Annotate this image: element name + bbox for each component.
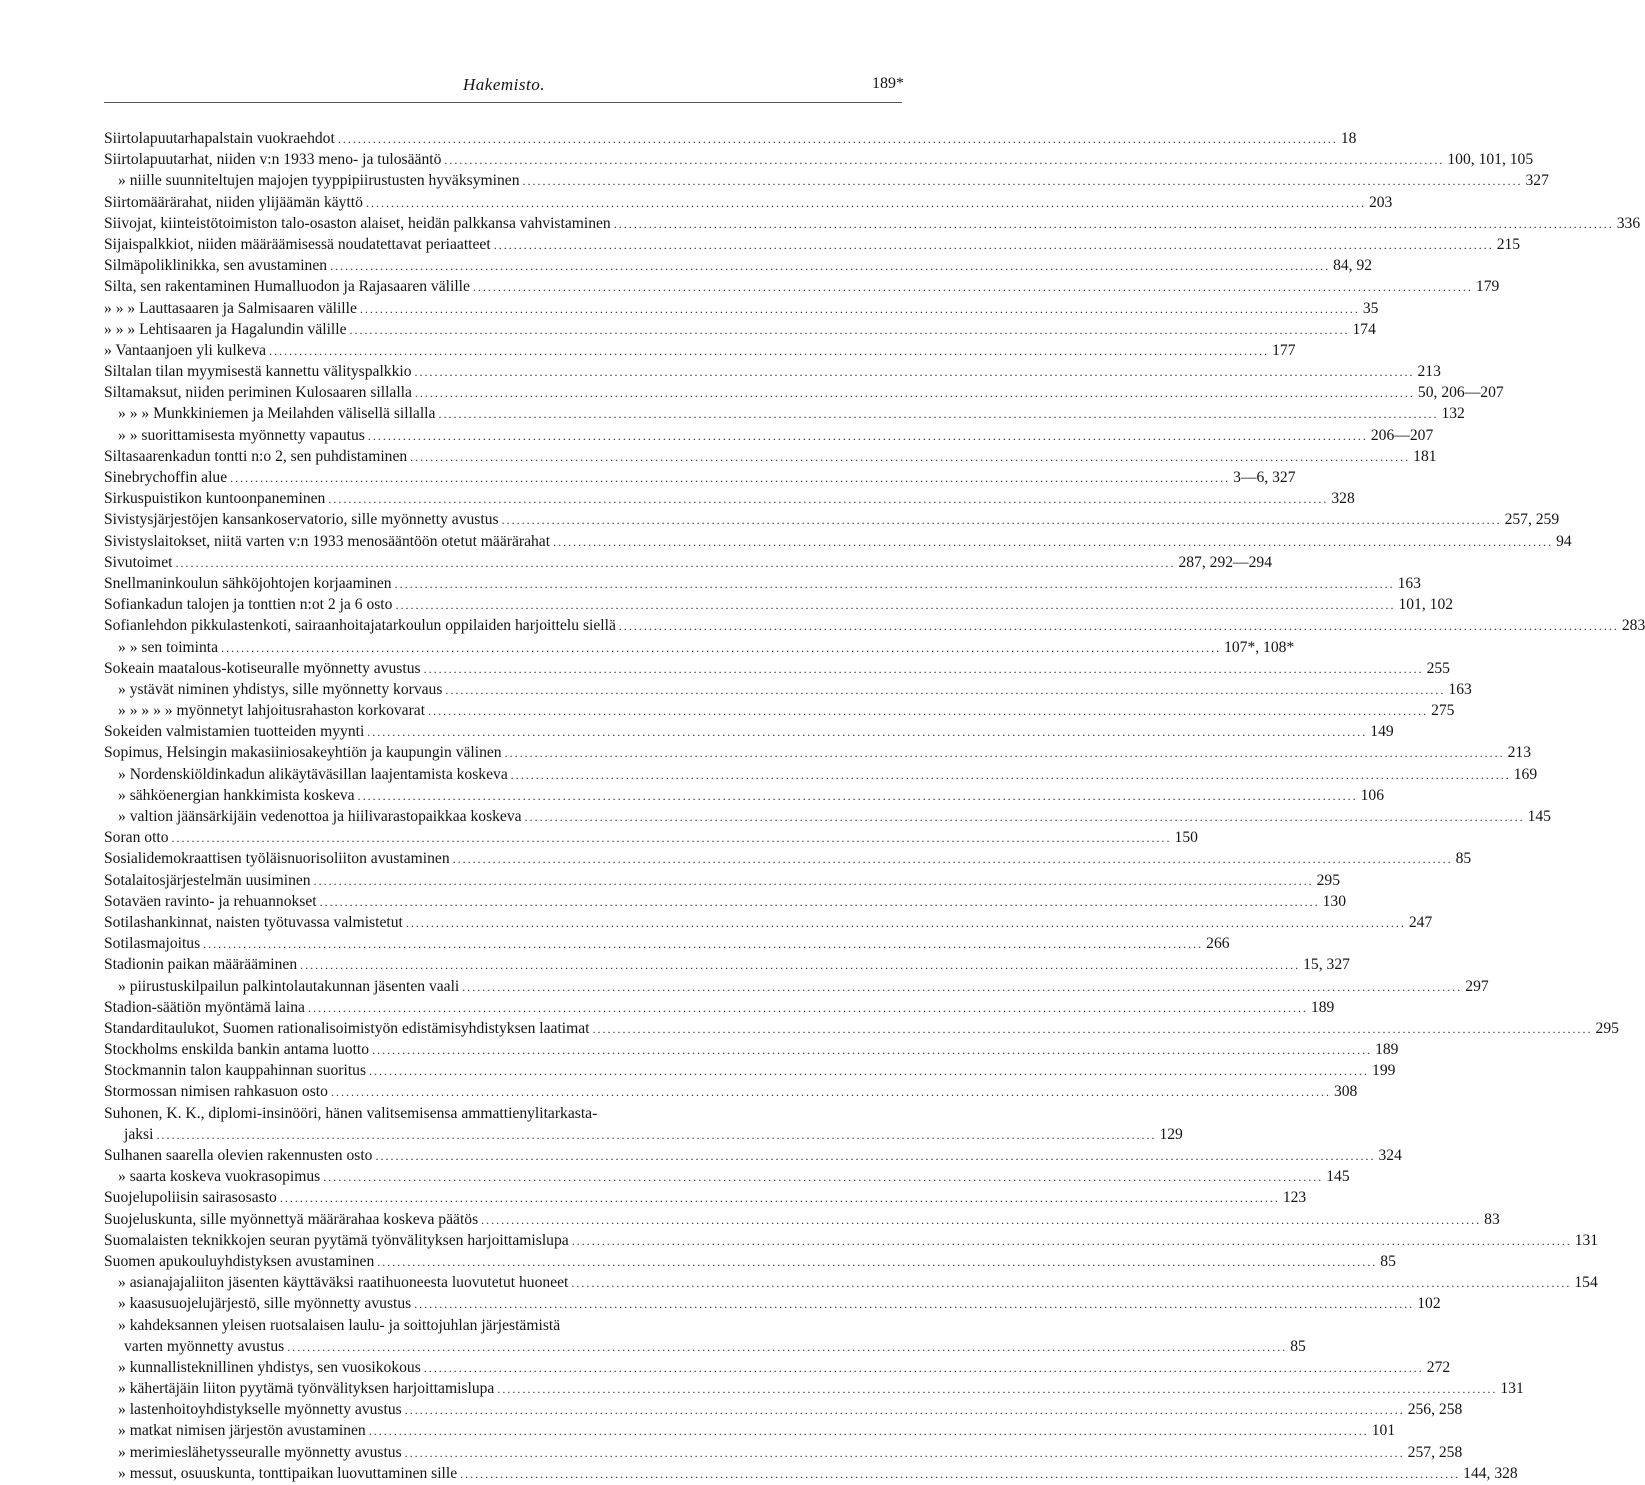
index-entry xyxy=(104,1378,1524,1399)
dot-leader: ........................................................................................................................................................................................................ xyxy=(307,1000,1308,1015)
index-entry xyxy=(104,361,1441,382)
entry-pages: 85 xyxy=(1380,1252,1396,1270)
entry-pages: 177 xyxy=(1272,341,1296,359)
entry-text: » » » Lauttasaaren ja Salmisaaren välille xyxy=(104,299,357,317)
entry-text: Siirtolapuutarhat, niiden v:n 1933 meno- ja tulosääntö xyxy=(104,151,442,169)
entry-pages: 131 xyxy=(1500,1380,1524,1398)
entry-pages: 181 xyxy=(1413,447,1437,465)
entry-pages: 149 xyxy=(1370,723,1394,741)
entry-text: Stockholms enskilda bankin antama luotto xyxy=(104,1041,370,1059)
index-entry xyxy=(104,467,1296,488)
entry-text: Soran otto xyxy=(104,829,169,847)
entry-pages: 174 xyxy=(1352,320,1376,338)
entry-pages: 328 xyxy=(1331,490,1355,508)
dot-leader: ........................................................................................................................................................................................................ xyxy=(269,343,1270,358)
entry-text: » matkat nimisen järjestön avustaminen xyxy=(118,1422,366,1440)
entry-text: Suomen apukouluyhdistyksen avustaminen xyxy=(104,1252,375,1270)
dot-leader: ........................................................................................................................................................................................................ xyxy=(405,915,1406,930)
index-entry xyxy=(104,1103,904,1124)
dot-leader: ........................................................................................................................................................................................................ xyxy=(156,1127,1157,1142)
entry-text: Sivutoimet xyxy=(104,553,173,571)
dot-leader: ........................................................................................................................................................................................................ xyxy=(410,449,1411,464)
entry-text: » Nordenskiöldinkadun alikäytäväsillan laajentamista koskeva xyxy=(118,765,508,783)
dot-leader: ........................................................................................................................................................................................................ xyxy=(481,1212,1482,1227)
index-entry xyxy=(104,1336,1306,1357)
dot-leader: ........................................................................................................................................................................................................ xyxy=(404,1403,1405,1418)
entry-pages: 85 xyxy=(1290,1337,1306,1355)
entry-pages: 100, 101, 105 xyxy=(1447,151,1534,169)
dot-leader: ........................................................................................................................................................................................................ xyxy=(571,1276,1572,1291)
entry-pages: 35 xyxy=(1362,299,1379,317)
index-entry xyxy=(104,255,1373,276)
entry-text: » ystävät niminen yhdistys, sille myönnetty korvaus xyxy=(118,680,443,698)
entry-pages: 150 xyxy=(1174,829,1198,847)
entry-pages: 50, 206—207 xyxy=(1417,384,1504,402)
dot-leader: ........................................................................................................................................................................................................ xyxy=(414,365,1415,380)
entry-text: » kähertäjäin liiton pyytämä työnvälityksen harjoittamislupa xyxy=(118,1380,495,1398)
entry-pages: 163 xyxy=(1448,680,1472,698)
dot-leader: ........................................................................................................................................................................................................ xyxy=(414,1297,1415,1312)
entry-text: Sopimus, Helsingin makasiiniosakeyhtiön ja kaupungin välinen xyxy=(104,744,502,762)
dot-leader: ........................................................................................................................................................................................................ xyxy=(328,492,1329,507)
index-entry xyxy=(104,742,1531,763)
dot-leader: ........................................................................................................................................................................................................ xyxy=(404,1445,1405,1460)
entry-text: Suojeluskunta, sille myönnettyä määrärahaa koskeva päätös xyxy=(104,1210,479,1228)
entry-pages: 123 xyxy=(1282,1189,1307,1207)
dot-leader: ........................................................................................................................................................................................................ xyxy=(279,1191,1280,1206)
index-entry xyxy=(104,658,1450,679)
entry-text: » kahdeksannen yleisen ruotsalaisen laulu- ja soittojuhlan järjestämistä xyxy=(118,1316,561,1334)
index-entry xyxy=(104,1442,1463,1463)
entry-pages: 101, 102 xyxy=(1398,596,1454,614)
index-entry xyxy=(104,319,1376,340)
dot-leader: ........................................................................................................................................................................................................ xyxy=(497,1382,1498,1397)
index-entry xyxy=(104,1420,1396,1441)
index-entry xyxy=(104,933,1230,954)
index-entry xyxy=(104,1293,1441,1314)
index-entry xyxy=(104,488,1355,509)
entry-pages: 130 xyxy=(1322,892,1347,910)
entry-text: Silmäpoliklinikka, sen avustaminen xyxy=(104,257,328,275)
index-entry xyxy=(104,552,1273,573)
dot-leader: ........................................................................................................................................................................................................ xyxy=(319,894,1320,909)
entry-text: Sotaväen ravinto- ja rehuannokset xyxy=(104,892,317,910)
entry-pages: 287, 292—294 xyxy=(1178,553,1273,571)
index-entry xyxy=(104,403,1465,424)
entry-text: Siltamaksut, niiden periminen Kulosaaren sillalla xyxy=(104,384,412,402)
entry-pages: 297 xyxy=(1465,977,1489,995)
entry-text: Siirtolapuutarhapalstain vuokraehdot xyxy=(104,130,335,147)
index-entry xyxy=(104,954,1350,975)
header-rule xyxy=(104,102,902,103)
page-number: 189* xyxy=(872,75,904,92)
entry-pages: 215 xyxy=(1496,235,1521,253)
entry-text: » » sen toiminta xyxy=(118,638,219,656)
index-entry xyxy=(104,340,1296,361)
entry-pages: 206—207 xyxy=(1370,426,1434,444)
entry-pages: 145 xyxy=(1527,808,1551,825)
index-entry xyxy=(104,1145,1402,1166)
entry-pages: 106 xyxy=(1360,786,1384,804)
entry-pages: 129 xyxy=(1159,1125,1183,1143)
index-entry xyxy=(104,912,1433,933)
entry-pages: 295 xyxy=(1316,871,1340,889)
index-entry xyxy=(104,213,1641,234)
dot-leader: ........................................................................................................................................................................................................ xyxy=(522,174,1523,189)
dot-leader: ........................................................................................................................................................................................................ xyxy=(423,1360,1424,1375)
index-entry xyxy=(104,891,1347,912)
index-entry xyxy=(104,870,1340,891)
entry-text: » » » Lehtisaaren ja Hagalundin välille xyxy=(104,320,347,338)
index-list xyxy=(104,128,1645,1484)
index-entry xyxy=(104,1272,1598,1293)
running-title: Hakemisto. xyxy=(463,75,545,94)
entry-text: Suojelupoliisin sairasosasto xyxy=(104,1189,277,1207)
index-entry xyxy=(104,1081,1358,1102)
index-entry xyxy=(104,764,1538,785)
entry-text: Sofiankadun talojen ja tonttien n:ot 2 ja 6 osto xyxy=(104,596,393,614)
dot-leader: ........................................................................................................................................................................................................ xyxy=(438,407,1439,422)
entry-pages: 107*, 108* xyxy=(1224,638,1295,656)
index-entry xyxy=(104,170,1549,191)
dot-leader: ........................................................................................................................................................................................................ xyxy=(368,1424,1369,1439)
index-entry xyxy=(104,234,1521,255)
entry-text: Siltasaarenkadun tontti n:o 2, sen puhdistaminen xyxy=(104,447,408,465)
entry-pages: 94 xyxy=(1556,532,1572,550)
entry-text: Standarditaulukot, Suomen rationalisoimistyön edistämisyhdistyksen laatimat xyxy=(104,1019,590,1037)
index-entry xyxy=(104,1166,1350,1187)
index-entry xyxy=(104,425,1434,446)
entry-pages: 145 xyxy=(1326,1168,1350,1186)
entry-pages: 272 xyxy=(1426,1358,1451,1376)
dot-leader: ........................................................................................................................................................................................................ xyxy=(460,1466,1461,1481)
entry-pages: 131 xyxy=(1574,1231,1599,1249)
entry-pages: 308 xyxy=(1333,1083,1358,1101)
dot-leader: ........................................................................................................................................................................................................ xyxy=(372,1043,1373,1058)
entry-text: Sotilashankinnat, naisten työtuvassa valmistetut xyxy=(104,913,403,931)
entry-pages: 213 xyxy=(1417,363,1441,381)
dot-leader: ........................................................................................................................................................................................................ xyxy=(323,1170,1324,1185)
entry-text: » niille suunniteltujen majojen tyyppipiirustusten hyväksyminen xyxy=(118,172,520,190)
entry-pages: 283 xyxy=(1621,617,1645,635)
dot-leader: ........................................................................................................................................................................................................ xyxy=(394,576,1395,591)
entry-text: » » » Munkkiniemen ja Meilahden välisellä sillalla xyxy=(118,405,436,423)
index-entry xyxy=(104,1315,904,1336)
entry-text: Sivistyslaitokset, niitä varten v:n 1933 menosääntöön otetut määrärahat xyxy=(104,532,551,550)
dot-leader: ........................................................................................................................................................................................................ xyxy=(395,598,1396,613)
entry-pages: 132 xyxy=(1441,405,1465,423)
dot-leader: ........................................................................................................................................................................................................ xyxy=(221,640,1222,655)
entry-pages: 189 xyxy=(1375,1041,1399,1059)
entry-text: » » suorittamisesta myönnetty vapautus xyxy=(118,426,365,444)
entry-pages: 247 xyxy=(1408,913,1433,931)
entry-text: Siivojat, kiinteistötoimiston talo-osaston alaiset, heidän palkkansa vahvistaminen xyxy=(104,214,611,232)
dot-leader: ........................................................................................................................................................................................................ xyxy=(472,280,1473,295)
index-entry xyxy=(104,1357,1451,1378)
entry-text: Sotilasmajoitus xyxy=(104,935,201,953)
index-entry xyxy=(104,446,1437,467)
dot-leader: ........................................................................................................................................................................................................ xyxy=(592,1021,1593,1036)
dot-leader: ........................................................................................................................................................................................................ xyxy=(501,513,1502,528)
index-entry xyxy=(104,192,1393,213)
entry-pages: 15, 327 xyxy=(1303,956,1350,974)
page-header xyxy=(104,75,904,101)
dot-leader: ........................................................................................................................................................................................................ xyxy=(414,386,1415,401)
entry-pages: 275 xyxy=(1431,702,1455,720)
entry-text: » merimieslähetysseuralle myönnetty avustus xyxy=(118,1443,402,1461)
dot-leader: ........................................................................................................................................................................................................ xyxy=(493,237,1494,252)
entry-text: » saarta koskeva vuokrasopimus xyxy=(118,1168,321,1186)
dot-leader: ........................................................................................................................................................................................................ xyxy=(445,682,1446,697)
entry-pages: 189 xyxy=(1310,998,1335,1016)
entry-text: » messut, osuuskunta, tonttipaikan luovuttaminen sille xyxy=(118,1464,458,1482)
dot-leader: ........................................................................................................................................................................................................ xyxy=(504,746,1505,761)
dot-leader: ........................................................................................................................................................................................................ xyxy=(462,979,1463,994)
dot-leader: ........................................................................................................................................................................................................ xyxy=(357,788,1358,803)
dot-leader: ........................................................................................................................................................................................................ xyxy=(313,873,1314,888)
dot-leader: ........................................................................................................................................................................................................ xyxy=(359,301,1360,316)
entry-text: Silta, sen rakentaminen Humalluodon ja Rajasaaren välille xyxy=(104,278,470,296)
entry-pages: 102 xyxy=(1417,1295,1441,1313)
entry-text: varten myönnetty avustus xyxy=(124,1337,285,1355)
entry-text: Snellmaninkoulun sähköjohtojen korjaaminen xyxy=(104,574,392,592)
dot-leader: ........................................................................................................................................................................................................ xyxy=(428,704,1429,719)
index-entry xyxy=(104,1039,1399,1060)
entry-pages: 336 xyxy=(1616,214,1641,232)
entry-pages: 327 xyxy=(1525,172,1549,190)
dot-leader: ........................................................................................................................................................................................................ xyxy=(553,534,1554,549)
index-entry xyxy=(104,298,1379,319)
dot-leader: ........................................................................................................................................................................................................ xyxy=(175,555,1176,570)
entry-text: Sijaispalkkiot, niiden määräämisessä noudatettavat periaatteet xyxy=(104,235,491,253)
dot-leader: ........................................................................................................................................................................................................ xyxy=(349,322,1350,337)
dot-leader: ........................................................................................................................................................................................................ xyxy=(618,619,1619,634)
entry-pages: 83 xyxy=(1484,1210,1500,1228)
dot-leader: ........................................................................................................................................................................................................ xyxy=(330,1085,1331,1100)
index-entry xyxy=(104,1209,1500,1230)
dot-leader: ........................................................................................................................................................................................................ xyxy=(367,428,1368,443)
index-entry xyxy=(104,848,1472,869)
entry-text: Stadionin paikan määrääminen xyxy=(104,956,298,974)
entry-text: » piirustuskilpailun palkintolautakunnan jäsenten vaali xyxy=(118,977,460,995)
entry-text: Siltalan tilan myymisestä kannettu välityspalkkio xyxy=(104,363,412,381)
dot-leader: ........................................................................................................................................................................................................ xyxy=(203,937,1204,952)
index-entry xyxy=(104,806,1551,827)
index-entry xyxy=(104,721,1394,742)
entry-text: » valtion jäänsärkijäin vedenottoa ja hiilivarastopaikkaa koskeva xyxy=(118,808,522,825)
entry-text: Suhonen, K. K., diplomi-insinööri, hänen valitsemisensa ammattienylitarkasta- xyxy=(104,1104,598,1122)
dot-leader: ........................................................................................................................................................................................................ xyxy=(377,1254,1378,1269)
entry-pages: 256, 258 xyxy=(1407,1401,1463,1419)
index-entry xyxy=(104,1399,1463,1420)
entry-pages: 213 xyxy=(1507,744,1531,762)
index-entry xyxy=(104,1230,1599,1251)
entry-text: Suomalaisten teknikkojen seuran pyytämä työnvälityksen harjoittamislupa xyxy=(104,1231,569,1249)
index-entry xyxy=(104,615,1645,636)
entry-pages: 85 xyxy=(1455,850,1472,868)
index-entry xyxy=(104,827,1198,848)
index-entry xyxy=(104,679,1472,700)
index-entry xyxy=(104,700,1455,721)
index-entry xyxy=(104,1018,1619,1039)
entry-pages: 295 xyxy=(1595,1019,1619,1037)
index-entry xyxy=(104,382,1504,403)
dot-leader: ........................................................................................................................................................................................................ xyxy=(367,725,1368,740)
dot-leader: ........................................................................................................................................................................................................ xyxy=(444,153,1445,168)
entry-text: Siirtomäärärahat, niiden ylijäämän käyttö xyxy=(104,193,363,211)
entry-pages: 203 xyxy=(1368,193,1393,211)
index-entry xyxy=(104,531,1572,552)
index-entry xyxy=(104,1187,1307,1208)
entry-pages: 3—6, 327 xyxy=(1233,469,1296,486)
entry-text: » lastenhoitoyhdistykselle myönnetty avustus xyxy=(118,1401,402,1419)
entry-text: » kaasusuojelujärjestö, sille myönnetty avustus xyxy=(118,1295,412,1313)
entry-text: Sokeain maatalous-kotiseuralle myönnetty avustus xyxy=(104,659,421,677)
entry-pages: 84, 92 xyxy=(1333,257,1373,275)
entry-pages: 179 xyxy=(1475,278,1500,296)
index-entry xyxy=(104,785,1384,806)
entry-text: Sotalaitosjärjestelmän uusiminen xyxy=(104,871,311,889)
index-entry xyxy=(104,1060,1396,1081)
index-entry xyxy=(104,976,1489,997)
dot-leader: ........................................................................................................................................................................................................ xyxy=(375,1149,1376,1163)
entry-text: Sofianlehdon pikkulastenkoti, sairaanhoitajatarkoulun oppilaiden harjoittelu siellä xyxy=(104,617,616,635)
entry-text: Sivistysjärjestöjen kansankoservatorio, sille myönnetty avustus xyxy=(104,511,499,529)
entry-pages: 324 xyxy=(1378,1147,1402,1164)
dot-leader: ........................................................................................................................................................................................................ xyxy=(300,958,1301,973)
entry-text: Sirkuspuistikon kuntoonpaneminen xyxy=(104,490,326,508)
entry-pages: 255 xyxy=(1426,659,1450,677)
entry-pages: 266 xyxy=(1206,935,1230,953)
entry-pages: 163 xyxy=(1397,574,1421,592)
entry-pages: 18 xyxy=(1340,130,1357,147)
index-entry xyxy=(104,128,1357,149)
entry-pages: 169 xyxy=(1513,765,1538,783)
entry-text: jaksi xyxy=(124,1125,154,1143)
index-entry xyxy=(104,573,1421,594)
dot-leader: ........................................................................................................................................................................................................ xyxy=(510,767,1511,782)
dot-leader: ........................................................................................................................................................................................................ xyxy=(613,216,1614,231)
dot-leader: ........................................................................................................................................................................................................ xyxy=(452,852,1453,867)
entry-text: Stockmannin talon kauppahinnan suoritus xyxy=(104,1062,367,1080)
entry-pages: 257, 258 xyxy=(1407,1443,1463,1461)
index-entry xyxy=(104,149,1534,170)
dot-leader: ........................................................................................................................................................................................................ xyxy=(369,1064,1370,1079)
index-entry xyxy=(104,1124,1183,1145)
index-entry xyxy=(104,276,1500,297)
entry-text: » kunnallisteknillinen yhdistys, sen vuosikokous xyxy=(118,1358,421,1376)
entry-text: » asianajajaliiton jäsenten käyttäväksi raatihuoneesta luovutetut huoneet xyxy=(118,1274,569,1292)
dot-leader: ........................................................................................................................................................................................................ xyxy=(171,831,1172,846)
entry-pages: 257, 259 xyxy=(1504,511,1560,529)
entry-text: » Vantaanjoen yli kulkeva xyxy=(104,341,267,359)
entry-pages: 144, 328 xyxy=(1463,1464,1518,1482)
entry-pages: 101 xyxy=(1371,1422,1396,1440)
index-entry xyxy=(104,997,1335,1018)
dot-leader: ........................................................................................................................................................................................................ xyxy=(330,259,1331,274)
dot-leader: ........................................................................................................................................................................................................ xyxy=(287,1339,1288,1354)
entry-pages: 154 xyxy=(1574,1274,1598,1292)
index-entry xyxy=(104,594,1454,615)
dot-leader: ........................................................................................................................................................................................................ xyxy=(365,195,1366,210)
entry-text: Stadion-säätiön myöntämä laina xyxy=(104,998,305,1016)
entry-text: Stormossan nimisen rahkasuon osto xyxy=(104,1083,328,1101)
dot-leader: ........................................................................................................................................................................................................ xyxy=(423,661,1424,676)
entry-text: Sokeiden valmistamien tuotteiden myynti xyxy=(104,723,365,741)
entry-text: Sosialidemokraattisen työläisnuorisoliiton avustaminen xyxy=(104,850,450,868)
dot-leader: ........................................................................................................................................................................................................ xyxy=(337,132,1338,146)
entry-text: Sinebrychoffin alue xyxy=(104,469,228,486)
entry-text: Sulhanen saarella olevien rakennusten osto xyxy=(104,1147,373,1164)
dot-leader: ........................................................................................................................................................................................................ xyxy=(571,1233,1572,1248)
dot-leader: ........................................................................................................................................................................................................ xyxy=(230,471,1231,485)
index-entry xyxy=(104,1463,1518,1484)
entry-text: » » » » » myönnetyt lahjoitusrahaston korkovarat xyxy=(118,702,426,720)
dot-leader: ........................................................................................................................................................................................................ xyxy=(524,810,1525,824)
index-entry xyxy=(104,509,1560,530)
entry-pages: 199 xyxy=(1372,1062,1396,1080)
index-entry xyxy=(104,637,1295,658)
entry-text: » sähköenergian hankkimista koskeva xyxy=(118,786,355,804)
index-entry xyxy=(104,1251,1396,1272)
